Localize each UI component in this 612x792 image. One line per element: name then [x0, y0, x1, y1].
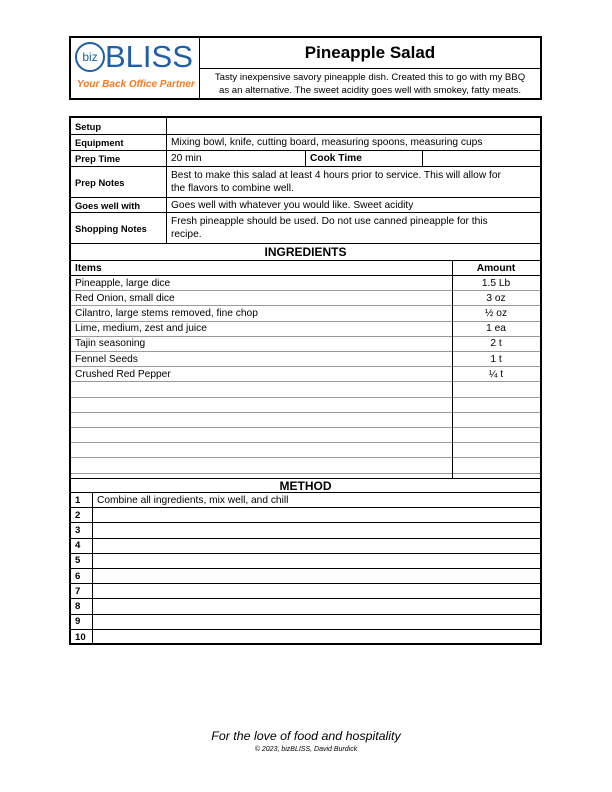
ingredient-amount: 3 oz — [486, 292, 506, 304]
method-step-text: Combine all ingredients, mix well, and chill — [97, 494, 289, 506]
method-step-number: 5 — [75, 555, 81, 567]
method-step-number: 1 — [75, 494, 81, 506]
ingredient-amount — [452, 458, 540, 472]
logo-circle: biz — [75, 42, 105, 72]
recipe-form — [69, 116, 542, 645]
step-number-divider — [92, 493, 93, 643]
ingredient-row — [71, 337, 540, 352]
ingredient-row — [71, 398, 540, 413]
logo-word: BLISS — [105, 39, 193, 74]
ingredient-row — [71, 382, 540, 397]
cook-time-value — [423, 151, 540, 166]
ingredient-row — [71, 443, 540, 458]
ingredient-row — [71, 352, 540, 367]
shopping-notes-label: Shopping Notes — [71, 213, 167, 243]
ingredient-item: Tajin seasoning — [75, 338, 146, 350]
ingredient-item: Pineapple, large dice — [75, 277, 171, 289]
setup-value — [167, 118, 540, 134]
setup-label: Setup — [71, 118, 167, 134]
shopping-notes-row — [71, 213, 540, 244]
equipment-value: Mixing bowl, knife, cutting board, measuring spoons, measuring cups — [171, 137, 483, 148]
ingredients-heading: INGREDIENTS — [71, 244, 540, 261]
equipment-label: Equipment — [71, 135, 167, 150]
prep-notes-line: Best to make this salad at least 4 hours prior to service. This will allow for — [171, 170, 501, 181]
recipe-header — [69, 36, 542, 100]
ingredient-amount — [452, 413, 540, 427]
ingredient-amount — [452, 428, 540, 442]
ingredient-amount: ¼ t — [488, 368, 504, 380]
method-step-row — [71, 584, 540, 599]
prep-time-value: 20 min — [167, 151, 306, 166]
ingredient-amount: 1 ea — [486, 323, 506, 335]
ingredient-item: Fennel Seeds — [75, 353, 138, 365]
method-step-row — [71, 630, 540, 645]
ingredient-row — [71, 322, 540, 337]
footer-tagline: For the love of food and hospitality — [211, 729, 401, 743]
goes-well-label: Goes well with — [71, 198, 167, 212]
method-step-number: 10 — [75, 631, 86, 643]
prep-notes-value — [167, 167, 540, 197]
shopping-notes-value — [167, 213, 540, 243]
amount-header: Amount — [476, 262, 516, 274]
method-step-row — [71, 539, 540, 554]
ingredient-row — [71, 367, 540, 382]
setup-row — [71, 118, 540, 135]
method-step-number: 6 — [75, 570, 81, 582]
ingredient-item: Cilantro, large stems removed, fine chop — [75, 307, 258, 319]
ingredient-amount: ½ oz — [484, 307, 508, 319]
ingredient-item: Crushed Red Pepper — [75, 368, 171, 380]
bizbliss-logo — [71, 38, 200, 98]
ingredient-amount — [452, 398, 540, 412]
recipe-title: Pineapple Salad — [200, 38, 540, 69]
method-step-row — [71, 615, 540, 630]
ingredient-item: Lime, medium, zest and juice — [75, 323, 207, 335]
items-header: Items — [75, 262, 102, 274]
method-step-number: 4 — [75, 540, 81, 552]
method-step-row — [71, 523, 540, 538]
ingredient-row — [71, 428, 540, 443]
ingredient-amount: 1.5 Lb — [481, 277, 511, 289]
method-step-row — [71, 554, 540, 569]
method-step-row — [71, 599, 540, 614]
method-step-row — [71, 493, 540, 508]
ingredient-amount: 1 t — [490, 353, 502, 365]
ingredient-amount — [452, 382, 540, 396]
shopping-notes-line: Fresh pineapple should be used. Do not use canned pineapple for this — [171, 216, 488, 227]
ingredient-row — [71, 291, 540, 306]
goes-well-row — [71, 198, 540, 213]
description-line: Tasty inexpensive savory pineapple dish. Created this to go with my BBQ — [214, 72, 526, 83]
ingredient-row — [71, 413, 540, 428]
method-step-number: 8 — [75, 600, 81, 612]
prep-notes-label: Prep Notes — [71, 167, 167, 197]
method-step-number: 9 — [75, 616, 81, 628]
method-step-number: 7 — [75, 585, 81, 597]
prep-time-label: Prep Time — [71, 151, 167, 166]
ingredient-row — [71, 276, 540, 291]
ingredient-row — [71, 306, 540, 321]
goes-well-value: Goes well with whatever you would like. Sweet acidity — [171, 199, 414, 211]
shopping-notes-line: recipe. — [171, 229, 202, 240]
ingredient-row — [71, 458, 540, 473]
ingredient-amount: 2 t — [490, 338, 502, 350]
amount-column-divider — [452, 261, 453, 478]
footer-copyright: © 2023, bizBLISS, David Burdick — [254, 746, 358, 753]
ingredients-header-row — [71, 261, 540, 276]
method-heading: METHOD — [71, 478, 540, 493]
method-step-row — [71, 508, 540, 523]
ingredient-amount — [452, 443, 540, 457]
method-step-row — [71, 569, 540, 584]
method-step-number: 2 — [75, 509, 81, 521]
description-line: as an alternative. The sweet acidity goes well with smokey, fatty meats. — [219, 85, 521, 96]
recipe-description — [200, 69, 540, 97]
logo-tagline: Your Back Office Partner — [77, 79, 195, 90]
equipment-row — [71, 135, 540, 151]
prep-notes-line: the flavors to combine well. — [171, 183, 294, 194]
cook-time-label: Cook Time — [306, 151, 423, 166]
method-step-number: 3 — [75, 524, 81, 536]
title-box — [200, 38, 540, 98]
ingredient-item: Red Onion, small dice — [75, 292, 175, 304]
prep-time-row — [71, 151, 540, 167]
prep-notes-row — [71, 167, 540, 198]
